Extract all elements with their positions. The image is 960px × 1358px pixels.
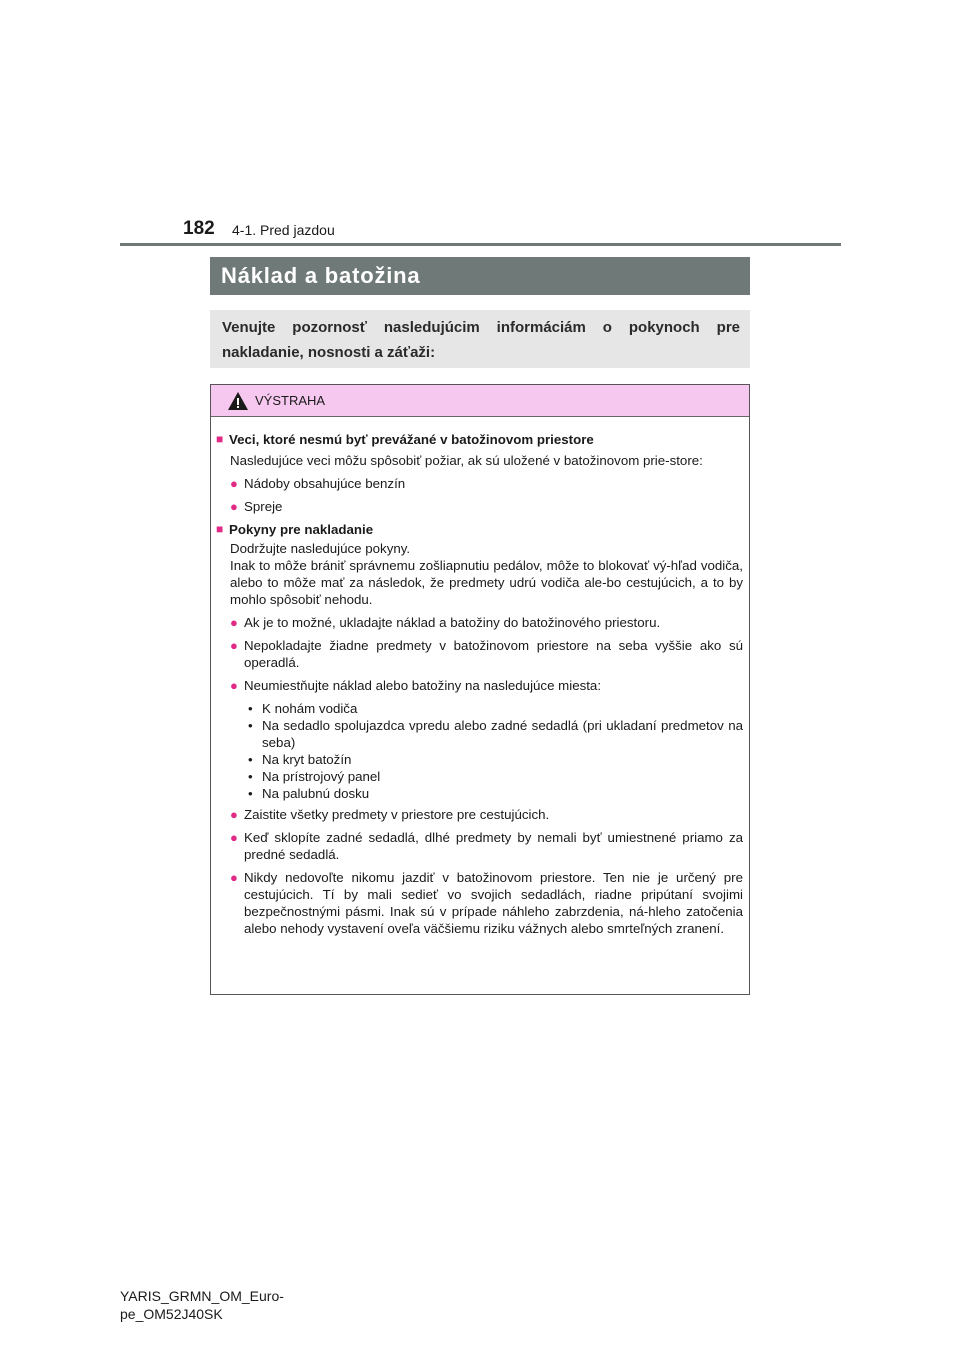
square-bullet-icon: ■ <box>216 432 224 446</box>
square-bullet-icon: ■ <box>216 522 224 536</box>
sub-list-item: • Na kryt batožín <box>248 752 352 767</box>
list-item: ● Neumiestňujte náklad alebo batožiny na nasledujúce miesta: <box>230 678 602 693</box>
paragraph: Inak to môže brániť správnemu zošliapnutiu pedálov, môže to blokovať vý-hľad vodiča, alebo to môže mať za následok, že predmety udrú vodiča ale-bo cestujúcich, a to by mohlo spôsobiť nehodu. <box>230 558 743 607</box>
sub-list-item: • K nohám vodiča <box>248 701 358 716</box>
circle-bullet-icon: ● <box>230 476 238 491</box>
warning-box <box>210 384 750 995</box>
page-number: 182 <box>183 218 215 239</box>
list-item: ● Nepokladajte žiadne predmety v batožinovom priestore na seba vyššie ako sú operadlá. <box>230 638 743 670</box>
list-item: ● Nikdy nedovoľte nikomu jazdiť v batožinovom priestore. Ten nie je určený pre cestujúcich. Tí by mali sedieť vo svojich sedadlách, riadne pripútaní svojimi bezpečnostnými pásmi. Inak sú v prípade náhleho zabrzdenia, ná-hleho zatočenia alebo nehody vystavení oveľa väčšiemu riziku vážnych alebo smrteľných zranení. <box>230 870 743 936</box>
sub-list-item: • Na prístrojový panel <box>248 769 381 784</box>
paragraph: Nasledujúce veci môžu spôsobiť požiar, ak sú uložené v batožinovom prie-store: <box>230 453 703 468</box>
list-item: ● Spreje <box>230 499 283 514</box>
sub-bullet-marker: • <box>248 752 253 767</box>
warning-heading-forbidden-items: ■ Veci, ktoré nesmú byť prevážané v batožinovom priestore <box>216 432 594 447</box>
warning-heading-loading-rules: ■ Pokyny pre nakladanie <box>216 522 374 537</box>
list-item: ● Nádoby obsahujúce benzín <box>230 476 406 491</box>
warning-body <box>211 417 749 937</box>
circle-bullet-icon: ● <box>230 499 238 514</box>
footer-line: pe_OM52J40SK <box>120 1306 223 1322</box>
warning-triangle-icon <box>227 391 249 411</box>
circle-bullet-icon: ● <box>230 830 238 845</box>
list-item: ● Keď sklopíte zadné sedadlá, dlhé predmety by nemali byť umiestnené priamo za predné sedadlá. <box>230 830 743 862</box>
sub-bullet-marker: • <box>248 786 253 801</box>
circle-bullet-icon: ● <box>230 678 238 693</box>
header-rule <box>120 243 841 246</box>
intro-box: Venujte pozornosť nasledujúcim informáciám o pokynoch pre nakladanie, nosnosti a záťaži: <box>210 310 750 368</box>
section-label: 4-1. Pred jazdou <box>232 222 335 238</box>
title-bar <box>210 257 750 295</box>
footer <box>120 1287 284 1323</box>
circle-bullet-icon: ● <box>230 807 238 822</box>
circle-bullet-icon: ● <box>230 615 238 630</box>
warning-title: VÝSTRAHA <box>255 393 326 408</box>
circle-bullet-icon: ● <box>230 638 238 653</box>
warning-header <box>211 385 749 417</box>
sub-list-item: • Na palubnú dosku <box>248 786 370 801</box>
paragraph: Dodržujte nasledujúce pokyny. <box>230 541 411 556</box>
circle-bullet-icon: ● <box>230 870 238 885</box>
sub-bullet-marker: • <box>248 701 253 716</box>
sub-list <box>216 700 743 802</box>
sub-bullet-marker: • <box>248 718 253 733</box>
sub-bullet-marker: • <box>248 769 253 784</box>
page-title: Náklad a batožina <box>221 263 421 288</box>
sub-list-item: • Na sedadlo spolujazdca vpredu alebo zadné sedadlá (pri ukladaní predmetov na seba) <box>248 718 743 750</box>
list-item: ● Zaistite všetky predmety v priestore pre cestujúcich. <box>230 807 550 822</box>
list-item: ● Ak je to možné, ukladajte náklad a batožiny do batožinového priestoru. <box>230 615 661 630</box>
footer-line: YARIS_GRMN_OM_Euro- <box>120 1288 284 1304</box>
